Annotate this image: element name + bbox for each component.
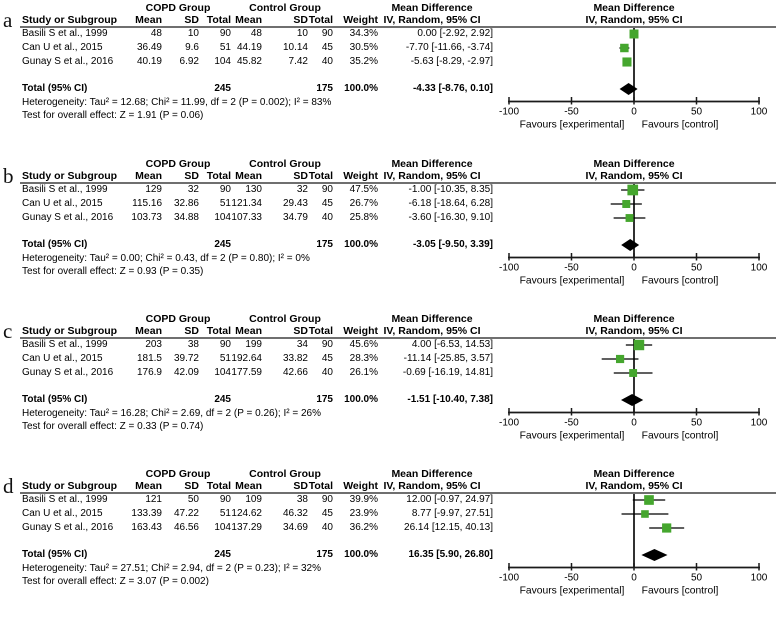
copd-mean: 133.39 [131, 508, 162, 519]
control-mean-header: Mean [235, 480, 262, 492]
ci-text: -7.70 [-11.66, -3.74] [405, 42, 493, 53]
control-total: 90 [321, 184, 333, 195]
tick-label: 100 [750, 106, 768, 118]
control-mean-header: Mean [235, 14, 262, 26]
control-sd: 38 [296, 494, 308, 505]
control-total-sum: 175 [316, 394, 333, 405]
copd-sd: 34.88 [173, 212, 199, 223]
copd-mean-header: Mean [135, 480, 162, 492]
total-row [0, 83, 500, 95]
copd-sd: 10 [187, 28, 199, 39]
study-name: Gunay S et al., 2016 [22, 56, 114, 67]
study-name: Can U et al., 2015 [22, 42, 103, 53]
favours-right-label: Favours [control] [641, 119, 719, 131]
mean-difference-plot-header: Mean Difference [593, 158, 675, 170]
tick-label: -50 [564, 572, 579, 584]
copd-mean: 203 [145, 339, 162, 350]
copd-total: 51 [219, 42, 231, 53]
total-weight: 100.0% [344, 83, 378, 94]
effect-square [626, 214, 634, 222]
control-total-header: Total [308, 14, 333, 26]
study-name: Can U et al., 2015 [22, 353, 103, 364]
table-row [0, 56, 500, 68]
copd-total: 51 [219, 508, 231, 519]
control-mean-header: Mean [235, 170, 262, 182]
tick-label: 50 [690, 417, 703, 429]
table-row [0, 184, 500, 196]
copd-mean-header: Mean [135, 325, 162, 337]
tick-label: 100 [750, 262, 768, 274]
effect-square [662, 523, 671, 532]
copd-total: 104 [214, 367, 231, 378]
favours-left-label: Favours [experimental] [519, 585, 625, 597]
table-row [0, 42, 500, 54]
control-sd: 34 [296, 339, 308, 350]
effect-square [622, 200, 630, 208]
tick-label: 100 [750, 572, 768, 584]
copd-mean: 129 [145, 184, 162, 195]
weight-value: 39.9% [349, 494, 378, 505]
tick-label: -50 [564, 262, 579, 274]
panel-letter: b [3, 164, 14, 188]
ci-method-plot-header: IV, Random, 95% CI [585, 14, 683, 26]
effect-square [634, 340, 644, 350]
table-row [0, 522, 500, 534]
copd-total-sum: 245 [214, 239, 231, 250]
copd-total-header: Total [206, 170, 231, 182]
tick-label: -100 [498, 417, 520, 429]
table-row [0, 508, 500, 520]
forest-plot [498, 156, 778, 308]
control-mean: 109 [245, 494, 262, 505]
ci-text: -3.60 [-16.30, 9.10] [408, 212, 493, 223]
weight-value: 36.2% [349, 522, 378, 533]
table-row [0, 212, 500, 224]
copd-sd-header: SD [184, 480, 199, 492]
copd-mean: 115.16 [132, 198, 162, 209]
tick-label: 50 [690, 262, 703, 274]
weight-value: 30.5% [349, 42, 378, 53]
tick-label: 0 [631, 572, 637, 584]
panel-letter: c [3, 319, 13, 343]
forest-panel [0, 0, 778, 152]
control-sd: 46.32 [282, 508, 308, 519]
favours-left-label: Favours [experimental] [519, 430, 625, 442]
copd-sd-header: SD [184, 170, 199, 182]
control-sd-header: SD [293, 14, 308, 26]
heterogeneity-text: Heterogeneity: Tau² = 16.28; Chi² = 2.69, df = 2 (P = 0.26); I² = 26% [22, 408, 321, 419]
copd-group-header: COPD Group [145, 468, 211, 480]
control-mean: 45.82 [236, 56, 262, 67]
control-group-header: Control Group [249, 468, 321, 480]
weight-header: Weight [343, 325, 378, 337]
control-mean: 130 [245, 184, 262, 195]
effect-square [630, 30, 639, 39]
copd-sd: 47.22 [173, 508, 199, 519]
weight-value: 26.7% [349, 198, 378, 209]
control-total: 40 [321, 367, 333, 378]
copd-mean-header: Mean [135, 14, 162, 26]
study-name: Can U et al., 2015 [22, 198, 103, 209]
copd-mean: 48 [150, 28, 162, 39]
control-total: 45 [321, 508, 333, 519]
table-row [0, 494, 500, 506]
control-sd: 10.14 [282, 42, 308, 53]
study-name: Basili S et al., 1999 [22, 184, 108, 195]
tick-label: -100 [498, 106, 520, 118]
copd-mean: 121 [145, 494, 162, 505]
control-total: 90 [321, 339, 333, 350]
ci-method-header: IV, Random, 95% CI [383, 325, 481, 337]
weight-value: 45.6% [349, 339, 378, 350]
ci-text: -1.00 [-10.35, 8.35] [408, 184, 493, 195]
total-weight: 100.0% [344, 239, 378, 250]
forest-plot [498, 466, 778, 618]
forest-plot [498, 311, 778, 463]
overall-effect-text: Test for overall effect: Z = 0.93 (P = 0.35) [22, 266, 204, 277]
control-sd-header: SD [293, 480, 308, 492]
mean-difference-header: Mean Difference [391, 158, 473, 170]
table-row [0, 353, 500, 365]
table-row [0, 198, 500, 210]
copd-mean: 103.73 [131, 212, 162, 223]
weight-value: 23.9% [349, 508, 378, 519]
copd-group-header: COPD Group [145, 313, 211, 325]
control-mean: 192.64 [231, 353, 262, 364]
total-ci-text: -4.33 [-8.76, 0.10] [412, 83, 493, 94]
weight-value: 35.2% [349, 56, 378, 67]
control-total: 40 [321, 212, 333, 223]
forest-panel [0, 156, 778, 308]
tick-label: -50 [564, 417, 579, 429]
weight-header: Weight [343, 14, 378, 26]
control-group-header: Control Group [249, 158, 321, 170]
panel-letter: d [3, 474, 14, 498]
ci-method-header: IV, Random, 95% CI [383, 480, 481, 492]
mean-difference-plot-header: Mean Difference [593, 468, 675, 480]
ci-method-plot-header: IV, Random, 95% CI [585, 480, 683, 492]
copd-sd: 32.86 [173, 198, 199, 209]
study-name: Can U et al., 2015 [22, 508, 103, 519]
control-mean-header: Mean [235, 325, 262, 337]
copd-group-header: COPD Group [145, 158, 211, 170]
copd-mean-header: Mean [135, 170, 162, 182]
control-sd: 42.66 [282, 367, 308, 378]
copd-total: 90 [219, 184, 231, 195]
tick-label: 0 [631, 417, 637, 429]
favours-left-label: Favours [experimental] [519, 275, 625, 287]
study-name: Basili S et al., 1999 [22, 339, 108, 350]
forest-panel [0, 311, 778, 463]
copd-total: 90 [219, 28, 231, 39]
total-row [0, 549, 500, 561]
study-name: Gunay S et al., 2016 [22, 212, 114, 223]
control-mean: 44.19 [236, 42, 262, 53]
copd-total-sum: 245 [214, 394, 231, 405]
study-subgroup-header: Study or Subgroup [22, 14, 118, 26]
total-label: Total (95% CI) [22, 239, 88, 250]
ci-text: 26.14 [12.15, 40.13] [404, 522, 493, 533]
total-diamond [621, 239, 639, 251]
heterogeneity-text: Heterogeneity: Tau² = 0.00; Chi² = 0.43, df = 2 (P = 0.80); I² = 0% [22, 253, 310, 264]
ci-method-header: IV, Random, 95% CI [383, 14, 481, 26]
mean-difference-header: Mean Difference [391, 2, 473, 14]
tick-label: 50 [690, 106, 703, 118]
weight-header: Weight [343, 480, 378, 492]
total-weight: 100.0% [344, 394, 378, 405]
copd-mean: 40.19 [136, 56, 162, 67]
total-label: Total (95% CI) [22, 394, 88, 405]
heterogeneity-text: Heterogeneity: Tau² = 12.68; Chi² = 11.99, df = 2 (P = 0.002); I² = 83% [22, 97, 332, 108]
control-sd-header: SD [293, 325, 308, 337]
control-sd: 34.69 [282, 522, 308, 533]
copd-mean: 176.9 [136, 367, 162, 378]
study-name: Gunay S et al., 2016 [22, 522, 114, 533]
control-mean: 48 [250, 28, 262, 39]
study-subgroup-header: Study or Subgroup [22, 480, 118, 492]
tick-label: 0 [631, 262, 637, 274]
effect-square [627, 185, 638, 196]
ci-text: 4.00 [-6.53, 14.53] [411, 339, 493, 350]
copd-total-header: Total [206, 14, 231, 26]
control-sd: 33.82 [282, 353, 308, 364]
copd-total-sum: 245 [214, 549, 231, 560]
total-ci-text: 16.35 [5.90, 26.80] [408, 549, 493, 560]
total-label: Total (95% CI) [22, 549, 88, 560]
overall-effect-text: Test for overall effect: Z = 3.07 (P = 0.002) [22, 576, 209, 587]
effect-square [629, 369, 637, 377]
ci-text: -0.69 [-16.19, 14.81] [402, 367, 493, 378]
weight-value: 26.1% [349, 367, 378, 378]
total-diamond [621, 394, 643, 406]
overall-effect-text: Test for overall effect: Z = 0.33 (P = 0.74) [22, 421, 204, 432]
copd-sd: 38 [187, 339, 199, 350]
copd-sd-header: SD [184, 14, 199, 26]
copd-total: 104 [214, 56, 231, 67]
tick-label: -50 [564, 106, 579, 118]
total-weight: 100.0% [344, 549, 378, 560]
total-row [0, 394, 500, 406]
copd-mean: 163.43 [131, 522, 162, 533]
control-sd: 34.79 [282, 212, 308, 223]
tick-label: 100 [750, 417, 768, 429]
control-total: 40 [321, 522, 333, 533]
total-label: Total (95% CI) [22, 83, 88, 94]
control-total-header: Total [308, 170, 333, 182]
mean-difference-plot-header: Mean Difference [593, 313, 675, 325]
copd-total: 51 [219, 353, 231, 364]
copd-mean: 36.49 [136, 42, 162, 53]
table-row [0, 28, 500, 40]
control-sd: 7.42 [288, 56, 308, 67]
ci-method-header: IV, Random, 95% CI [383, 170, 481, 182]
total-row [0, 239, 500, 251]
control-total-sum: 175 [316, 83, 333, 94]
weight-value: 47.5% [349, 184, 378, 195]
control-group-header: Control Group [249, 2, 321, 14]
tick-label: 0 [631, 106, 637, 118]
ci-text: 0.00 [-2.92, 2.92] [417, 28, 493, 39]
effect-square [641, 510, 649, 518]
control-sd-header: SD [293, 170, 308, 182]
copd-total: 90 [219, 494, 231, 505]
copd-total-header: Total [206, 480, 231, 492]
effect-square [644, 495, 654, 505]
ci-text: -6.18 [-18.64, 6.28] [408, 198, 493, 209]
ci-text: -5.63 [-8.29, -2.97] [410, 56, 493, 67]
copd-total: 104 [214, 212, 231, 223]
control-total: 90 [321, 494, 333, 505]
ci-text: -11.14 [-25.85, 3.57] [403, 353, 493, 364]
forest-panel [0, 466, 778, 618]
copd-total-sum: 245 [214, 83, 231, 94]
copd-total-header: Total [206, 325, 231, 337]
control-mean: 107.33 [231, 212, 262, 223]
control-total-sum: 175 [316, 549, 333, 560]
control-mean: 124.62 [231, 508, 262, 519]
copd-mean: 181.5 [136, 353, 162, 364]
panel-letter: a [3, 8, 13, 32]
favours-right-label: Favours [control] [641, 430, 719, 442]
effect-square [622, 57, 631, 66]
control-sd: 29.43 [282, 198, 308, 209]
control-group-header: Control Group [249, 313, 321, 325]
table-row [0, 339, 500, 351]
control-sd: 10 [296, 28, 308, 39]
control-total: 45 [321, 198, 333, 209]
heterogeneity-text: Heterogeneity: Tau² = 27.51; Chi² = 2.94, df = 2 (P = 0.23); I² = 32% [22, 563, 321, 574]
total-diamond [641, 549, 667, 561]
total-ci-text: -1.51 [-10.40, 7.38] [407, 394, 493, 405]
table-row [0, 367, 500, 379]
study-name: Basili S et al., 1999 [22, 494, 108, 505]
ci-method-plot-header: IV, Random, 95% CI [585, 325, 683, 337]
tick-label: -100 [498, 262, 520, 274]
mean-difference-header: Mean Difference [391, 468, 473, 480]
copd-sd: 9.6 [185, 42, 199, 53]
control-total-header: Total [308, 480, 333, 492]
study-name: Gunay S et al., 2016 [22, 367, 114, 378]
study-subgroup-header: Study or Subgroup [22, 170, 118, 182]
weight-value: 25.8% [349, 212, 378, 223]
control-mean: 121.34 [231, 198, 262, 209]
mean-difference-header: Mean Difference [391, 313, 473, 325]
tick-label: -100 [498, 572, 520, 584]
copd-sd: 32 [187, 184, 199, 195]
copd-total: 51 [219, 198, 231, 209]
mean-difference-plot-header: Mean Difference [593, 2, 675, 14]
control-total: 45 [321, 353, 333, 364]
forest-plot [498, 0, 778, 152]
control-total-header: Total [308, 325, 333, 337]
control-total: 45 [321, 42, 333, 53]
study-name: Basili S et al., 1999 [22, 28, 108, 39]
study-subgroup-header: Study or Subgroup [22, 325, 118, 337]
ci-text: 12.00 [-0.97, 24.97] [406, 494, 493, 505]
overall-effect-text: Test for overall effect: Z = 1.91 (P = 0.06) [22, 110, 204, 121]
control-total: 40 [321, 56, 333, 67]
copd-sd: 42.09 [173, 367, 199, 378]
favours-left-label: Favours [experimental] [519, 119, 625, 131]
copd-sd-header: SD [184, 325, 199, 337]
favours-right-label: Favours [control] [641, 275, 719, 287]
control-mean: 199 [245, 339, 262, 350]
copd-sd: 50 [187, 494, 199, 505]
weight-value: 34.3% [349, 28, 378, 39]
weight-value: 28.3% [349, 353, 378, 364]
control-total: 90 [321, 28, 333, 39]
effect-square [620, 44, 628, 52]
tick-label: 50 [690, 572, 703, 584]
total-ci-text: -3.05 [-9.50, 3.39] [412, 239, 493, 250]
copd-group-header: COPD Group [145, 2, 211, 14]
control-mean: 177.59 [231, 367, 262, 378]
copd-sd: 39.72 [173, 353, 199, 364]
ci-method-plot-header: IV, Random, 95% CI [585, 170, 683, 182]
control-mean: 137.29 [231, 522, 262, 533]
copd-sd: 6.92 [179, 56, 199, 67]
ci-text: 8.77 [-9.97, 27.51] [411, 508, 493, 519]
copd-total: 90 [219, 339, 231, 350]
control-total-sum: 175 [316, 239, 333, 250]
copd-total: 104 [214, 522, 231, 533]
control-sd: 32 [296, 184, 308, 195]
copd-sd: 46.56 [173, 522, 199, 533]
effect-square [616, 355, 624, 363]
favours-right-label: Favours [control] [641, 585, 719, 597]
weight-header: Weight [343, 170, 378, 182]
